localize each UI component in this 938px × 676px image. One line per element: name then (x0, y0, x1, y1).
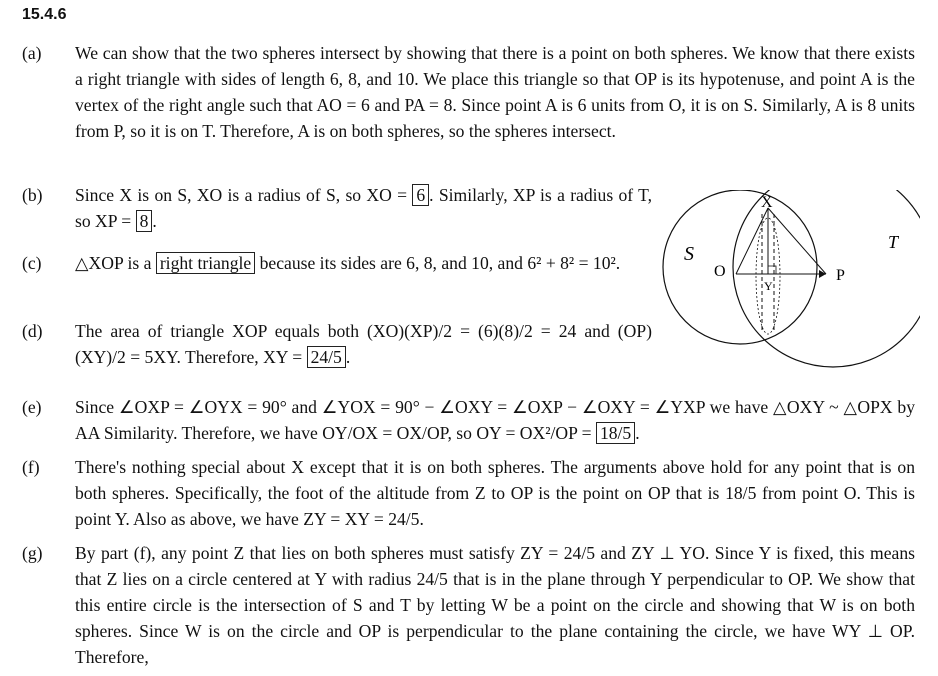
part-g-label: (g) (22, 543, 43, 563)
part-f-text: There's nothing special about X except that it is on both spheres. The arguments above hold for any point that is on both spheres. Specifically, the foot of the altitude from Z to OP is the point on OP that is 18/5 from point O. This is point Y. Also as above, we have ZY = XY = 24/5. (75, 457, 915, 529)
part-g-text: By part (f), any point Z that lies on both spheres must satisfy ZY = 24/5 and ZY ⊥ YO. Since Y is fixed, this means that Z lies on a circle centered at Y with radius 24/5 that is in the plane through Y perpendicular to OP. We show that this entire circle is the intersection of S and T by letting W be a point on the circle and showing that W is on both spheres. Since W is on the circle and OP is perpendicular to the plane containing the circle, we have WY ⊥ OP. Therefore, (75, 543, 915, 667)
answer-box-xy: 24/5 (307, 346, 346, 368)
answer-box-oy: 18/5 (596, 422, 635, 444)
part-c (22, 250, 652, 276)
section-heading: 15.4.6 (22, 6, 67, 23)
part-f-label: (f) (22, 457, 40, 477)
part-c-text-before: △XOP is a (75, 253, 152, 273)
part-b-text-before: Since X is on S, XO is a radius of S, so XO = (75, 185, 408, 205)
part-e (22, 394, 915, 446)
right-angle-mark (768, 266, 776, 274)
part-e-text-before: Since ∠OXP = ∠OYX = 90° and ∠YOX = 90° − ∠OXY = ∠OXP − ∠OXY = ∠YXP we have △OXY ~ △OPX by AA Similarity. Therefore, we have OY/OX = OX/OP, so OY = OX²/OP = (75, 397, 915, 443)
part-d (22, 318, 652, 370)
part-b-text-after: . (152, 211, 157, 231)
part-d-text-after: . (345, 347, 351, 367)
figure-label-o: O (714, 263, 726, 280)
segment-ox (736, 208, 768, 274)
figure-label-x: X (761, 194, 773, 211)
figure-label-p: P (836, 267, 845, 284)
part-e-label: (e) (22, 397, 42, 417)
answer-box-xo: 6 (412, 184, 429, 206)
part-c-text-after: because its sides are 6, 8, and 10, and 6² + 8² = 10². (259, 253, 621, 273)
segment-xp (768, 208, 826, 274)
part-d-label: (d) (22, 321, 43, 341)
part-b-text-middle: . Similarly, XP is a radius of T, so XP = (75, 185, 652, 231)
part-e-text-after: . (635, 423, 640, 443)
answer-box-xp: 8 (136, 210, 153, 232)
part-g (22, 540, 915, 670)
part-c-label: (c) (22, 253, 42, 273)
figure-label-y: Y (764, 279, 773, 293)
part-d-text-before: The area of triangle XOP equals both (XO)(XP)/2 = (6)(8)/2 = 24 and (OP)(XY)/2 = 5XY. Therefore, XY = (75, 321, 652, 367)
part-a-label: (a) (22, 43, 42, 63)
part-a-text: We can show that the two spheres intersect by showing that there is a point on both spheres. We know that there exists a right triangle with sides of length 6, 8, and 10. We place this triangle so that OP is its hypotenuse, and point A is the vertex of the right angle such that AO = 6 and PA = 8. Since point A is 6 units from O, it is on S. Similarly, A is 8 units from P, so it is on T. Therefore, A is on both spheres, so the spheres intersect. (75, 43, 915, 141)
arrowhead-p (819, 270, 826, 278)
part-b-label: (b) (22, 185, 43, 205)
answer-box-triangle: right triangle (156, 252, 255, 274)
figure-label-s: S (684, 243, 694, 265)
figure-label-t: T (888, 232, 899, 252)
spheres-figure (658, 190, 920, 370)
part-a (22, 40, 915, 144)
part-b (22, 182, 652, 234)
part-f (22, 454, 915, 532)
sphere-s-circle (663, 190, 817, 344)
